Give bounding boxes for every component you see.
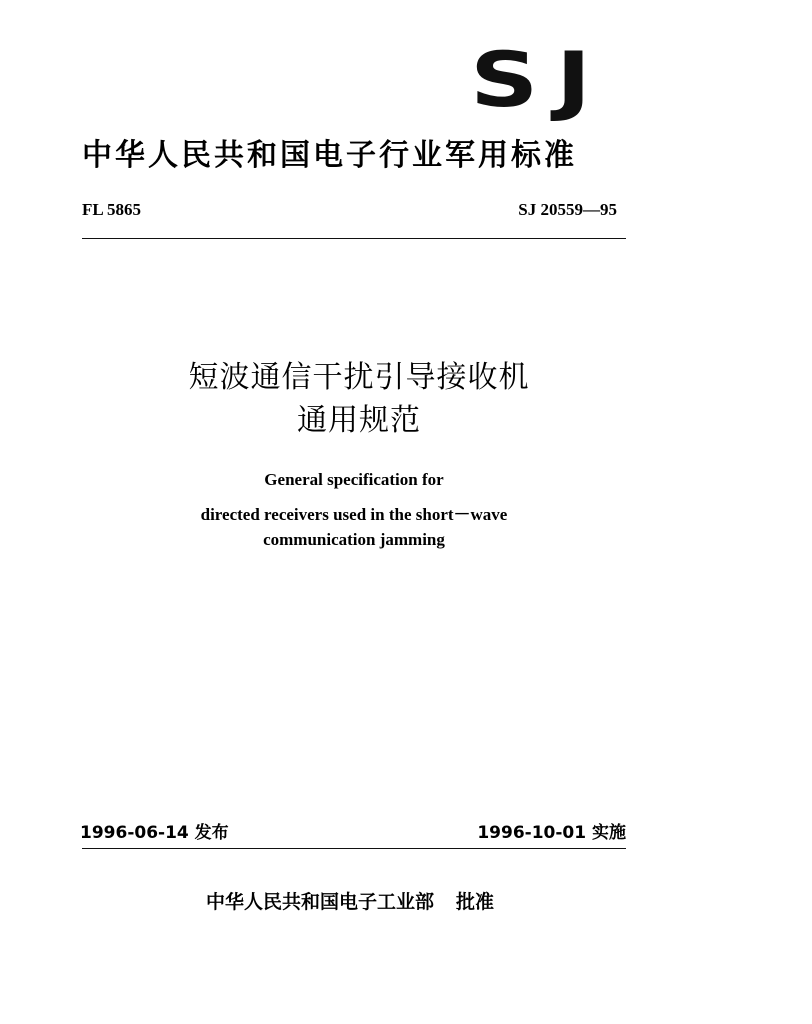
- document-title-cn-line2: 通用规范: [297, 403, 421, 438]
- document-title-cn-line1: 短波通信干扰引导接收机: [188, 360, 530, 395]
- approval-label: 批准: [456, 891, 495, 913]
- footer-divider: [82, 848, 626, 849]
- approval-line: [206, 887, 494, 914]
- approving-authority: 中华人民共和国电子工业部: [206, 891, 435, 913]
- document-title-en-line1: General specification for: [264, 470, 444, 489]
- standard-category-title: 中华人民共和国电子行业军用标准: [82, 138, 577, 173]
- document-title-en-line3: communication jamming: [263, 530, 445, 549]
- header-divider: [82, 238, 626, 239]
- standard-number: SJ 20559—95: [518, 200, 617, 219]
- implementation-date: 1996-10-01 实施: [477, 823, 626, 843]
- issue-date: 1996-06-14 发布: [80, 823, 229, 843]
- sj-logo: SJ: [470, 35, 609, 124]
- classification-code: FL 5865: [82, 200, 142, 219]
- document-title-en-line2: directed receivers used in the short－wave: [200, 505, 508, 524]
